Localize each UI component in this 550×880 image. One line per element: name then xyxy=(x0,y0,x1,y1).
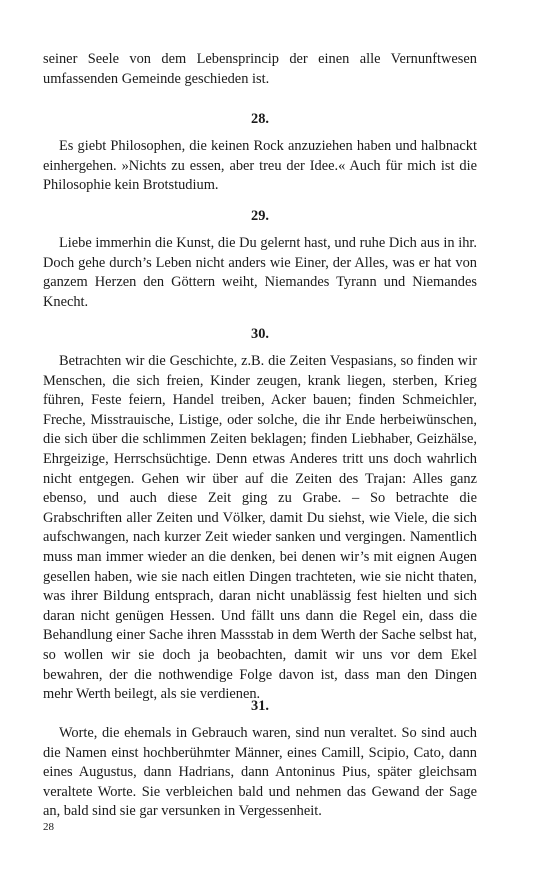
page-number: 28 xyxy=(43,821,54,833)
section-29-text: Liebe immerhin die Kunst, die Du gelernt hast, und ruhe Dich aus in ihr. Doch gehe durch’s Leben nicht anders wie Einer, der Alles, was er hat von ganzem Herzen den Göttern weiht, Niemandes Tyrann und Niemandes Knecht. xyxy=(43,235,477,310)
section-number-29: 29. xyxy=(251,208,269,224)
section-31-text: Worte, die ehemals in Gebrauch waren, sind nun veraltet. So sind auch die Namen einst hochberühmter Männer, eines Camill, Scipio, Cato, dann eines Augustus, dann Hadrians, dann Antoninus Pius, später gleichsam veraltete Worte. Sie verbleichen bald und nehmen das Gewand der Sage an, bald sind sie gar versunken in Vergessenheit. xyxy=(43,725,477,820)
section-28 xyxy=(43,137,477,196)
intro-paragraph-block xyxy=(43,50,477,89)
section-31 xyxy=(43,724,477,822)
section-28-text: Es giebt Philosophen, die keinen Rock anzuziehen haben und halbnackt einhergehen. »Nichts zu essen, aber treu der Idee.« Auch für mich ist die Philosophie kein Brotstudium. xyxy=(43,138,477,194)
section-30-text: Betrachten wir die Geschichte, z.B. die Zeiten Vespasians, so finden wir Menschen, die sich freien, Kinder zeugen, krank liegen, sterben, Krieg führen, Feste feiern, Handel treiben, Acker bauen; finden Schmeichler, Freche, Misstrauische, Listige, oder solche, die ihr Ende herbeiwünschen, die sich über die schlimmen Zeiten beklagen; finden Liebhaber, Geizhälse, Ehrgeizige, Herrschsüchtige. Denn etwas Anderes tritt uns doch wahrlich nicht entgegen. Gehen wir über auf die Zeiten des Trajan: Alles ganz ebenso, und auch diese Zeit ging zu Grabe. – So betrachte die Grabschriften aller Zeiten und Völker, damit Du siehst, wie Viele, die sich aufschwangen, nach kurzer Zeit wieder sanken und vergingen. Namentlich muss man immer wieder an die denken, bei denen wir’s mit eignen Augen gesellen haben, wie sie nach eitlen Dingen trachteten, wie sie nicht thaten, was ihrer Bildung entsprach, daran nicht unablässig fest hielten und sich daran nicht genügen Hessen. Und fällt uns dann die Regel ein, dass die Behandlung einer Sache ihren Massstab in dem Werth der Sache selbst hat, so wollen wir sie doch ja beobachten, damit wir uns vor dem Ekel bewahren, der die nothwendige Folge davon ist, dass man den Dingen mehr Werth beilegt, als sie verdienen. xyxy=(43,353,477,703)
section-30 xyxy=(43,352,477,705)
section-number-31: 31. xyxy=(251,698,269,714)
intro-paragraph: seiner Seele von dem Lebensprincip der einen alle Vernunftwesen umfassenden Gemeinde geschieden ist. xyxy=(43,51,477,87)
section-number-28: 28. xyxy=(251,111,269,127)
section-number-30: 30. xyxy=(251,326,269,342)
section-29 xyxy=(43,234,477,312)
